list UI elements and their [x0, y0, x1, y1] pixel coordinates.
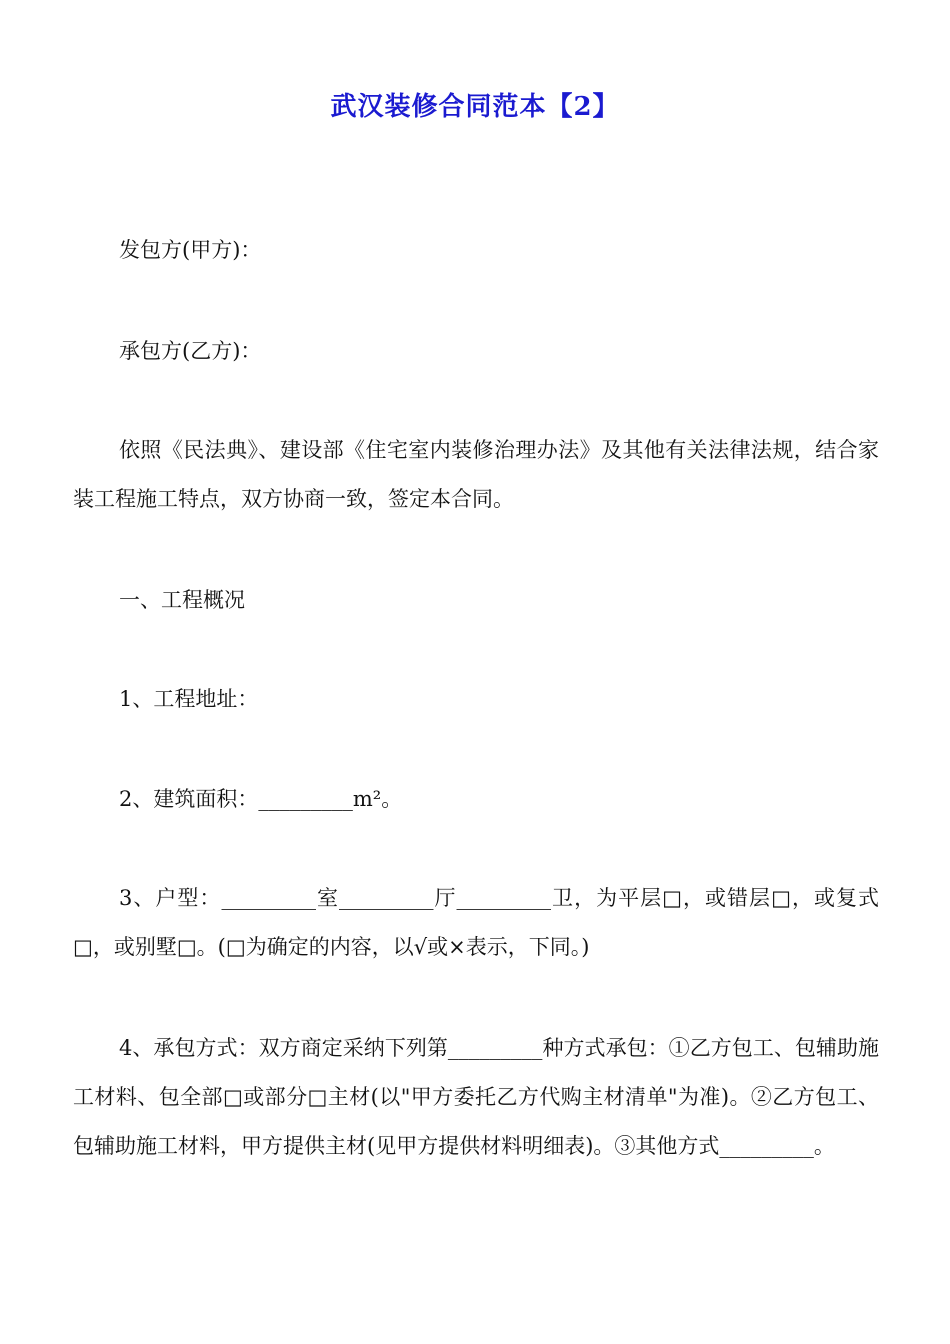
clause-building-area: 2、建筑面积：_________m²。 [119, 787, 403, 811]
clause-contract-method: 4、承包方式：双方商定采纳下列第_________种方式承包：①乙方包工、包辅助施工材料、包全部□或部分□主材(以"甲方委托乙方代购主材清单"为准)。②乙方包工、包辅助施工材料，甲方提供主材(见甲方提供材料明细表)。③其他方式_________。 [73, 1036, 879, 1158]
party-a-line: 发包方(甲方)： [119, 238, 262, 262]
clause-unit-type: 3、户型：_________室_________厅_________卫，为平层□，或错层□，或复式□，或别墅□。(□为确定的内容，以√或×表示，下同。) [73, 886, 879, 959]
preamble-paragraph: 依照《民法典》、建设部《住宅室内装修治理办法》及其他有关法律法规，结合家装工程施工特点，双方协商一致，签定本合同。 [73, 438, 879, 511]
party-b-line: 承包方(乙方)： [119, 339, 262, 363]
section-heading-project-overview: 一、工程概况 [119, 588, 245, 612]
document-title: 武汉装修合同范本【2】 [330, 92, 620, 122]
clause-project-address: 1、工程地址： [119, 687, 259, 711]
